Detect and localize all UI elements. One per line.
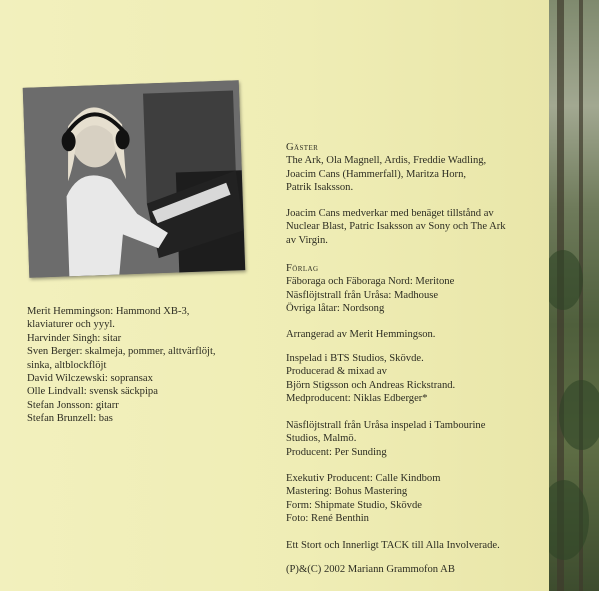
credit-line: Björn Stigsson och Andreas Rickstrand. — [286, 379, 456, 391]
credit-line: Övriga låtar: Nordsong — [286, 303, 385, 315]
credit-line: sinka, altblockflöjt — [27, 359, 107, 371]
credit-line: Inspelad i BTS Studios, Skövde. — [286, 353, 424, 364]
credit-line: Olle Lindvall: svensk säckpipa — [27, 386, 158, 398]
credit-line: Merit Hemmingson: Hammond XB-3, — [27, 306, 190, 317]
credit-line: The Ark, Ola Magnell, Ardis, Freddie Wadling, — [286, 155, 487, 167]
credit-line: David Wilczewski: sopransax — [27, 373, 153, 384]
credit-line: Patrik Isaksson. — [286, 182, 354, 194]
credit-line: Näsflöjtstrall från Uråsa inspelad i Tambourine — [286, 420, 486, 431]
thanks-line: Ett Stort och Innerligt TACK till Alla Involverade. — [286, 540, 500, 551]
credit-line: Joacim Cans (Hammerfall), Maritza Horn, — [286, 168, 467, 180]
credit-line: av Virgin. — [286, 234, 328, 246]
credit-line: Foto: René Benthin — [286, 513, 369, 525]
credit-line: Form: Shipmate Studio, Skövde — [286, 499, 422, 511]
credit-line: Arrangerad av Merit Hemmingson. — [286, 329, 436, 340]
credit-line: Producent: Per Sunding — [286, 446, 387, 458]
credit-line: Fäboraga och Fäboraga Nord: Meritone — [286, 276, 455, 288]
credit-line: Mastering: Bohus Mastering — [286, 486, 408, 498]
musician-photo — [23, 80, 245, 277]
credit-line: Näsflöjtstrall från Uråsa: Madhouse — [286, 289, 439, 301]
credit-line: Stefan Jonsson: gitarr — [27, 399, 119, 411]
credit-line: klaviaturer och yyyl. — [27, 319, 115, 331]
credit-line: Sven Berger: skalmeja, pommer, alttvärflöjt, — [27, 346, 216, 358]
credit-line: Medproducent: Niklas Edberger* — [286, 393, 428, 405]
credit-line: Joacim Cans medverkar med benäget tillstånd av — [286, 208, 494, 219]
section-heading-publisher: Förlag — [286, 263, 319, 274]
credit-line: Exekutiv Producent: Calle Kindbom — [286, 473, 441, 484]
credit-line: Harvinder Singh: sitar — [27, 332, 122, 344]
credit-line: Stefan Brunzell: bas — [27, 413, 113, 425]
forest-photo-edge — [549, 0, 599, 591]
credit-line: Producerad & mixad av — [286, 366, 387, 378]
credit-line: Studios, Malmö. — [286, 433, 357, 445]
section-heading-guests: Gäster — [286, 142, 319, 153]
credit-line: Nuclear Blast, Patric Isaksson av Sony och The Ark — [286, 221, 506, 233]
copyright-line: (P)&(C) 2002 Mariann Grammofon AB — [286, 564, 455, 575]
